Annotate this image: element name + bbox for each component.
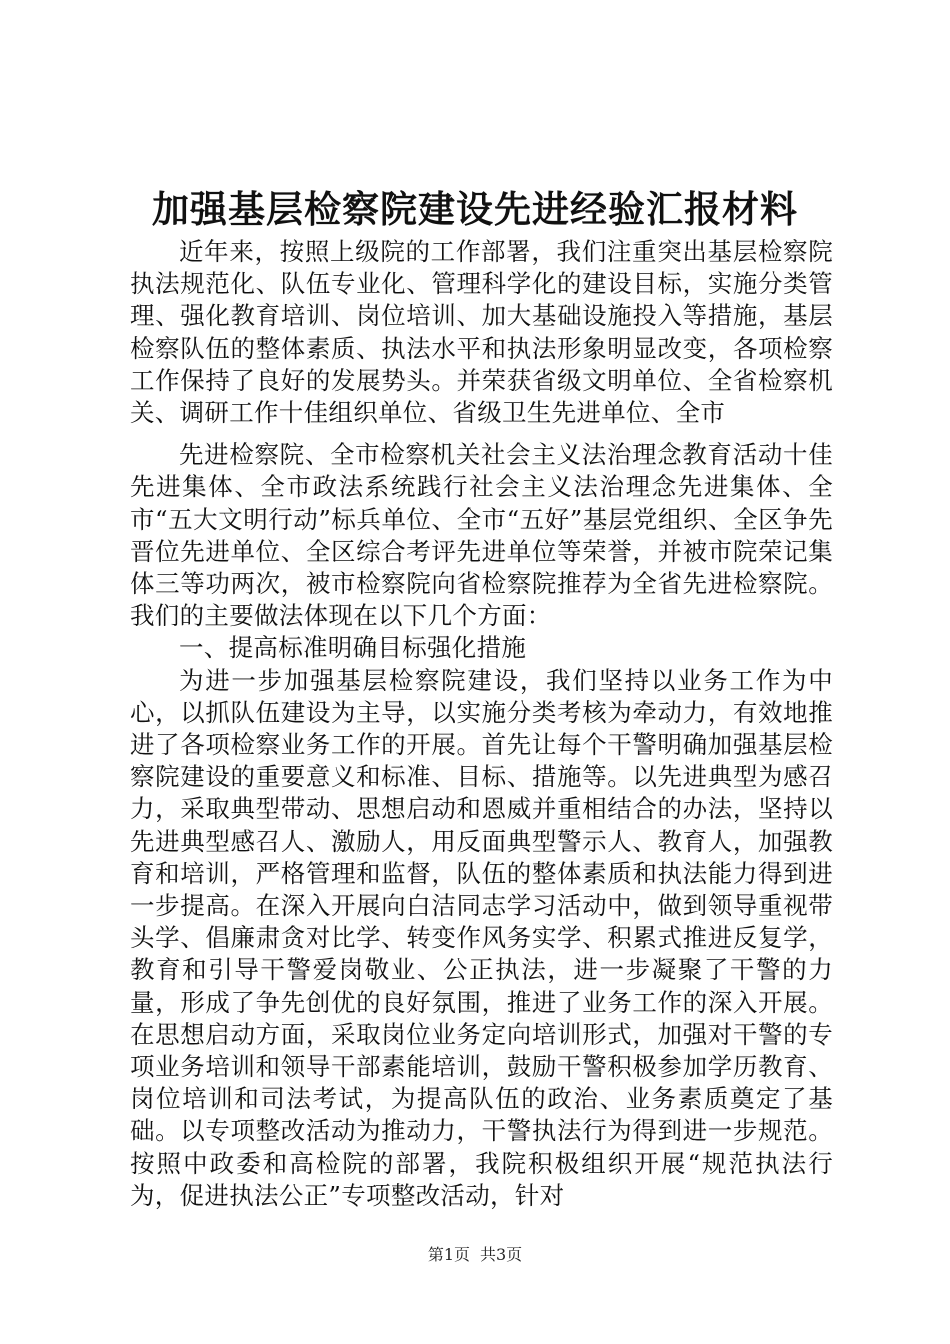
- document-body: [130, 236, 833, 1212]
- body-paragraph: 近年来，按照上级院的工作部署，我们注重突出基层检察院执法规范化、队伍专业化、管理科学化的建设目标，实施分类管理、强化教育培训、岗位培训、加大基础设施投入等措施，基层检察队伍的整体素质、执法水平和执法形象明显改变，各项检察工作保持了良好的发展势头。并荣获省级文明单位、全省检察机关、调研工作十佳组织单位、省级卫生先进单位、全市: [130, 237, 833, 428]
- page-footer: [0, 1244, 950, 1266]
- section-heading: 一、提高标准明确目标强化措施: [179, 633, 527, 663]
- section-paragraph: 为进一步加强基层检察院建设，我们坚持以业务工作为中心，以抓队伍建设为主导，以实施分类考核为牵动力，有效地推进了各项检察业务工作的开展。首先让每个干警明确加强基层检察院建设的重要意义和标准、目标、措施等。以先进典型为感召力，采取典型带动、思想启动和恩威并重相结合的办法，坚持以先进典型感召人、激励人，用反面典型警示人、教育人，加强教育和培训，严格管理和监督，队伍的整体素质和执法能力得到进一步提高。在深入开展向白洁同志学习活动中，做到领导重视带头学、倡廉肃贪对比学、转变作风务实学、积累式推进反复学，教育和引导干警爱岗敬业、公正执法，进一步凝聚了干警的力量，形成了争先创优的良好氛围，推进了业务工作的深入开展。在思想启动方面，采取岗位业务定向培训形式，加强对干警的专项业务培训和领导干部素能培训，鼓励干警积极参加学历教育、岗位培训和司法考试，为提高队伍的政治、业务素质奠定了基础。以专项整改活动为推动力，干警执法行为得到进一步规范。按照中政委和高检院的部署，我院积极组织开展“规范执法行为，促进执法公正”专项整改活动，针对: [130, 665, 833, 1210]
- page-total: 共3页: [480, 1245, 523, 1264]
- document-title: 加强基层检察院建设先进经验汇报材料: [152, 187, 798, 231]
- body-paragraph: 先进检察院、全市检察机关社会主义法治理念教育活动十佳先进集体、全市政法系统践行社会主义法治理念先进集体、全市“五大文明行动”标兵单位、全市“五好”基层党组织、全区争先晋位先进单位、全区综合考评先进单位等荣誉，并被市院荣记集体三等功两次，被市检察院向省检察院推荐为全省先进检察院。我们的主要做法体现在以下几个方面：: [130, 440, 833, 631]
- page-number: 第1页: [427, 1245, 470, 1264]
